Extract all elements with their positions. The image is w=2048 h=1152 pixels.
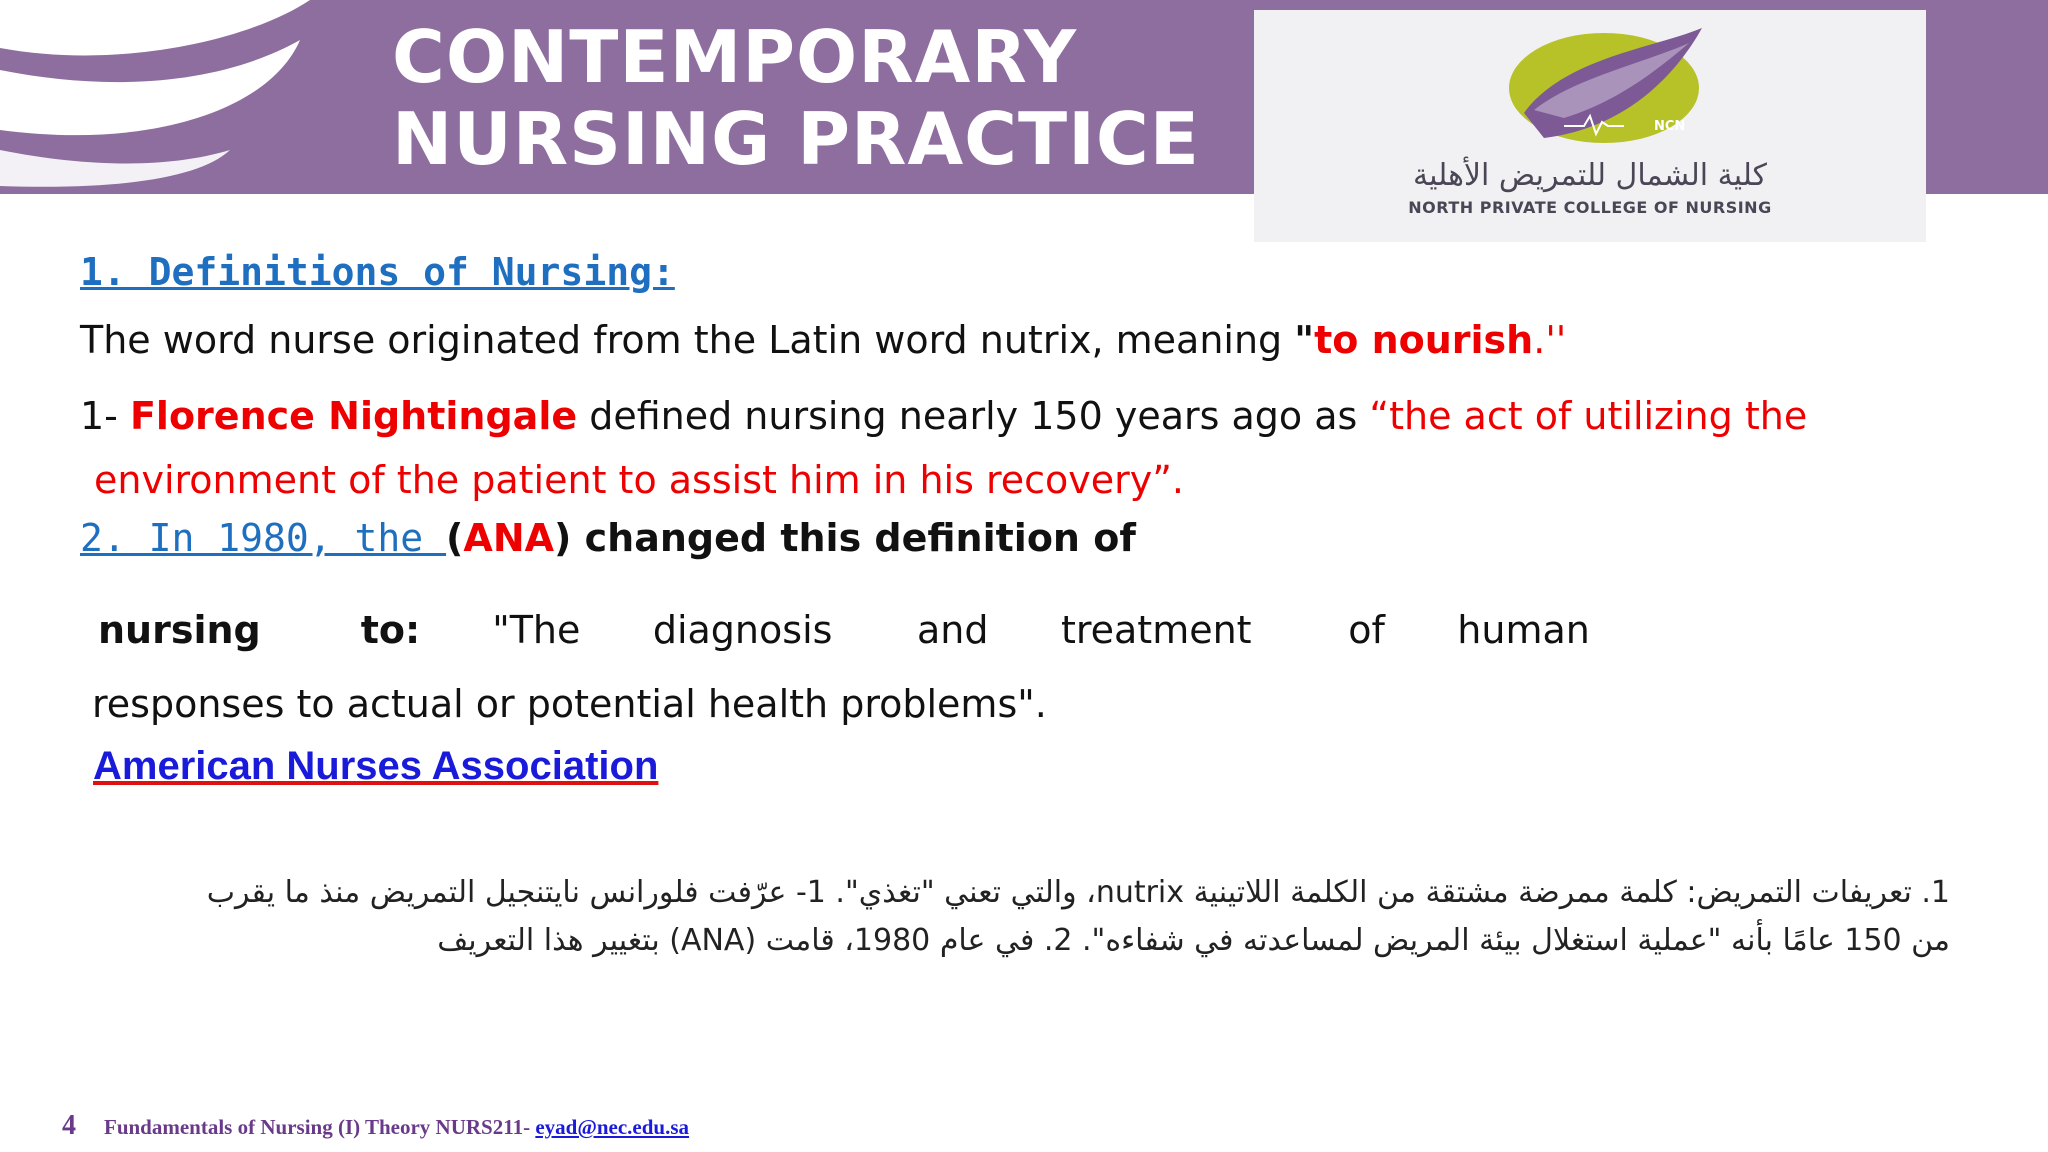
paragraph-ana-definition (98, 606, 1590, 654)
page-title (392, 16, 1200, 180)
footer (62, 1110, 689, 1142)
paren-open: ( (446, 516, 464, 560)
college-logo-icon (1504, 18, 1704, 158)
section-heading (80, 248, 675, 296)
paragraph-nurse-origin (80, 316, 1566, 364)
nightingale-quote-start: “the act of utilizing the (1369, 394, 1808, 438)
paragraph-nightingale (80, 392, 1807, 440)
arabic-translation-line-2: من 150 عامًا بأنه "عملية استغلال بيئة المريض لمساعدته في شفاءه". 2. في عام 1980، قامت (ANA) بتغيير هذا التعريف (437, 923, 1950, 958)
nightingale-text: defined nursing nearly 150 years ago as (577, 394, 1370, 438)
origin-text: The word nurse originated from the Latin word nutrix, meaning (80, 318, 1295, 362)
footer-course: Fundamentals of Nursing (I) Theory NURS211- (104, 1115, 536, 1139)
logo-badge-text: NCN (1654, 119, 1686, 134)
ana-acronym: ANA (463, 516, 555, 560)
page-number: 4 (62, 1110, 76, 1141)
to-nourish-highlight: to nourish (1314, 318, 1534, 362)
footer-email-link[interactable]: eyad@nec.edu.sa (535, 1115, 690, 1139)
word-nursing: nursing (98, 608, 261, 652)
quote-close: .'' (1533, 318, 1567, 362)
decorative-swoosh (0, 0, 320, 194)
ana-changed-text: ) changed this definition of (554, 516, 1136, 560)
american-nurses-association: American Nurses Association (93, 744, 659, 788)
title-line-2: NURSING PRACTICE (392, 97, 1200, 181)
heading-definitions: 1. Definitions of Nursing: (80, 250, 675, 294)
nightingale-quote-end: environment of the patient to assist him in his recovery”. (94, 458, 1185, 502)
college-name-english: NORTH PRIVATE COLLEGE OF NURSING (1408, 198, 1772, 217)
arabic-translation-line-1: 1. تعريفات التمريض: كلمة ممرضة مشتقة من الكلمة اللاتينية nutrix، والتي تعني "تغذي". 1- عرّفت فلورانس نايتنجيل التمريض منذ ما يقرب (206, 875, 1950, 910)
college-name-arabic: كلية الشمال للتمريض الأهلية (1413, 158, 1767, 193)
ana-definition-continued: responses to actual or potential health problems". (92, 682, 1047, 726)
title-line-1: CONTEMPORARY (392, 15, 1078, 99)
quote-open: " (1294, 318, 1315, 362)
in-1980-link: 2. In 1980, the (80, 516, 447, 560)
paragraph-ana-change (80, 514, 1136, 562)
word-to: to: (360, 608, 421, 652)
college-logo (1254, 10, 1926, 242)
ana-definition-quote: "The diagnosis and treatment of human (492, 608, 1590, 652)
item-prefix: 1- (80, 394, 130, 438)
florence-nightingale: Florence Nightingale (129, 394, 578, 438)
